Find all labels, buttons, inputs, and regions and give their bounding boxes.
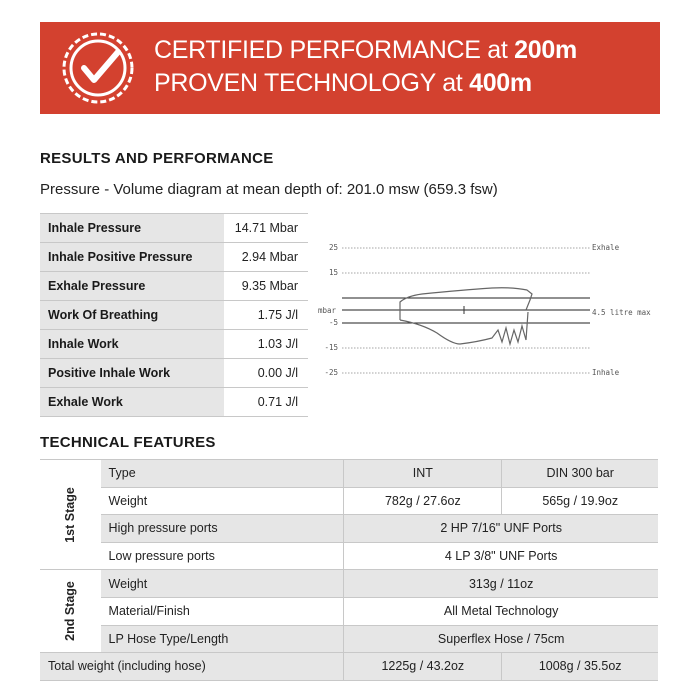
tech-label: LP Hose Type/Length xyxy=(101,625,344,653)
tech-row xyxy=(40,597,658,625)
results-subtitle: Pressure - Volume diagram at mean depth of: 201.0 msw (659.3 fsw) xyxy=(40,181,498,198)
tech-value-din: 565g / 19.9oz xyxy=(502,487,658,515)
tech-value: Superflex Hose / 75cm xyxy=(344,625,658,653)
ytick-15: 15 xyxy=(328,268,338,277)
result-value: 14.71 Mbar xyxy=(224,214,308,243)
tech-value-din: DIN 300 bar xyxy=(502,460,658,488)
results-row xyxy=(40,301,308,330)
inhale-curve xyxy=(400,312,528,344)
banner-line2: PROVEN TECHNOLOGY at xyxy=(154,69,470,97)
tech-value-int: 782g / 27.6oz xyxy=(344,487,502,515)
tech-row xyxy=(40,487,658,515)
result-value: 9.35 Mbar xyxy=(224,272,308,301)
results-row xyxy=(40,359,308,388)
tech-value: 4 LP 3/8" UNF Ports xyxy=(344,542,658,570)
total-label: Total weight (including hose) xyxy=(40,653,344,681)
banner-depth-1: 200m xyxy=(514,36,577,64)
annot-inhale: Inhale xyxy=(592,368,620,377)
y-axis-label: mbar xyxy=(318,306,337,315)
ytick-neg5: -5 xyxy=(328,318,338,327)
stage-1-label: 1st Stage xyxy=(63,486,78,543)
results-row xyxy=(40,243,308,272)
tech-label: Weight xyxy=(101,487,344,515)
results-row xyxy=(40,272,308,301)
result-value: 2.94 Mbar xyxy=(224,243,308,272)
ytick-neg15: -15 xyxy=(324,343,338,352)
tech-row xyxy=(40,460,658,488)
tech-row xyxy=(40,570,658,598)
result-label: Inhale Work xyxy=(40,330,224,359)
total-value-din: 1008g / 35.5oz xyxy=(502,653,658,681)
results-heading: RESULTS AND PERFORMANCE xyxy=(40,150,274,167)
result-label: Inhale Positive Pressure xyxy=(40,243,224,272)
tech-label: Weight xyxy=(101,570,344,598)
results-row xyxy=(40,388,308,417)
result-value: 1.03 J/l xyxy=(224,330,308,359)
result-label: Work Of Breathing xyxy=(40,301,224,330)
tech-label: Low pressure ports xyxy=(101,542,344,570)
tech-label: Material/Finish xyxy=(101,597,344,625)
banner-title xyxy=(154,34,577,100)
tech-value: 2 HP 7/16" UNF Ports xyxy=(344,515,658,543)
result-label: Inhale Pressure xyxy=(40,214,224,243)
result-value: 1.75 J/l xyxy=(224,301,308,330)
stage-2 xyxy=(40,570,101,653)
result-label: Exhale Work xyxy=(40,388,224,417)
stage-2-label: 2nd Stage xyxy=(63,581,78,642)
banner-depth-2: 400m xyxy=(469,69,532,97)
annot-exhale: Exhale xyxy=(592,243,620,252)
results-table xyxy=(40,213,308,417)
annot-max: 4.5 litre max xyxy=(592,308,651,317)
exhale-curve xyxy=(400,288,532,320)
result-value: 0.00 J/l xyxy=(224,359,308,388)
ytick-neg25: -25 xyxy=(324,368,338,377)
result-label: Positive Inhale Work xyxy=(40,359,224,388)
stage-1 xyxy=(40,460,101,570)
tech-row xyxy=(40,542,658,570)
technical-features-table xyxy=(40,459,658,681)
pressure-volume-chart xyxy=(312,238,660,380)
header-banner xyxy=(40,22,660,114)
tech-label: High pressure ports xyxy=(101,515,344,543)
tech-row xyxy=(40,515,658,543)
tech-value-int: INT xyxy=(344,460,502,488)
results-row xyxy=(40,330,308,359)
results-row xyxy=(40,214,308,243)
banner-line1: CERTIFIED PERFORMANCE at xyxy=(154,36,515,64)
total-weight-row xyxy=(40,653,658,681)
ytick-25: 25 xyxy=(328,243,338,252)
total-value-int: 1225g / 43.2oz xyxy=(344,653,502,681)
result-label: Exhale Pressure xyxy=(40,272,224,301)
tech-label: Type xyxy=(101,460,344,488)
tech-heading: TECHNICAL FEATURES xyxy=(40,434,216,451)
tech-value: All Metal Technology xyxy=(344,597,658,625)
check-badge-icon xyxy=(58,28,138,108)
result-value: 0.71 J/l xyxy=(224,388,308,417)
tech-row xyxy=(40,625,658,653)
tech-value: 313g / 11oz xyxy=(344,570,658,598)
